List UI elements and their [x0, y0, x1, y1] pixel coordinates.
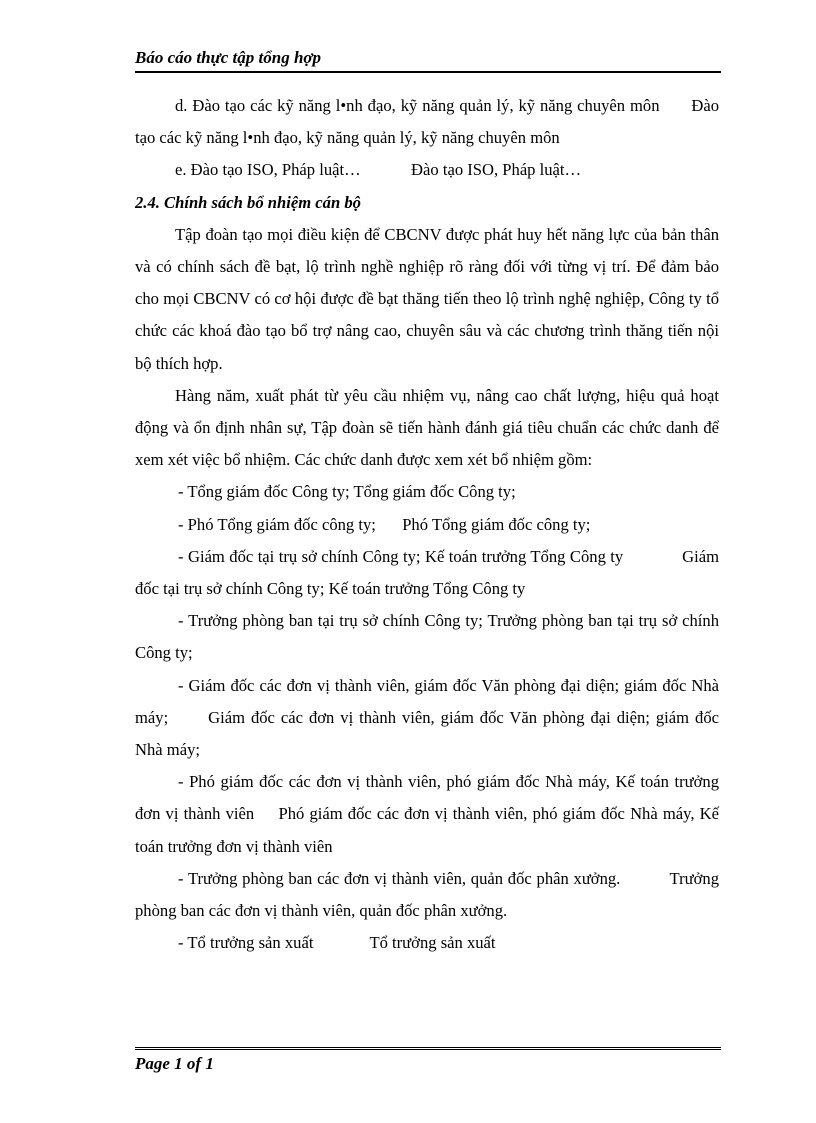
- position-text: - Phó giám đốc các đơn vị thành viên, phó giám đốc Nhà máy, Kế toán trưởng đơn vị thành viên: [135, 772, 719, 824]
- position-repeat: Trưởng phòng ban tại trụ sở chính Công ty;: [135, 611, 719, 663]
- list-item-e-text: e. Đào tạo ISO, Pháp luật…: [175, 160, 361, 180]
- position-item: [135, 605, 719, 669]
- position-item: [135, 476, 719, 508]
- list-item-d: [135, 90, 719, 154]
- position-text: - Giám đốc tại trụ sở chính Công ty; Kế toán trưởng Tổng Công ty: [178, 546, 624, 566]
- position-item: [135, 766, 719, 863]
- list-item-e: [135, 154, 719, 186]
- page-footer: [135, 1054, 214, 1074]
- header-title: Báo cáo thực tập tổng hợp: [135, 48, 322, 67]
- page-number: Page 1 of 1: [135, 1054, 214, 1073]
- position-item: [135, 927, 719, 959]
- position-item: [135, 509, 719, 541]
- position-repeat: Tổng giám đốc Công ty;: [353, 482, 516, 502]
- document-body: [135, 90, 719, 959]
- position-text: - Phó Tổng giám đốc công ty;: [178, 514, 376, 534]
- position-item: [135, 541, 719, 605]
- section-heading: 2.4. Chính sách bổ nhiệm cán bộ: [135, 192, 361, 212]
- list-item-e-repeat: Đào tạo ISO, Pháp luật…: [411, 160, 582, 180]
- footer-divider: [135, 1047, 721, 1050]
- list-item-d-text: d. Đào tạo các kỹ năng l•nh đạo, kỹ năng quản lý, kỹ năng chuyên môn: [175, 96, 660, 115]
- position-text: - Tổ trưởng sản xuất: [178, 933, 314, 953]
- position-repeat: Phó giám đốc các đơn vị thành viên, phó giám đốc Nhà máy, Kế toán trưởng đơn vị thành viên: [135, 804, 720, 856]
- position-repeat: Phó Tổng giám đốc công ty;: [402, 514, 591, 534]
- position-text: - Trưởng phòng ban các đơn vị thành viên, quản đốc phân xưởng.: [178, 868, 621, 888]
- page-header: [135, 48, 721, 73]
- position-item: [135, 670, 719, 767]
- position-repeat: Giám đốc các đơn vị thành viên, giám đốc Văn phòng đại diện; giám đốc Nhà máy;: [135, 707, 719, 760]
- position-text: - Trưởng phòng ban tại trụ sở chính Công ty;: [178, 611, 483, 631]
- position-text: - Tổng giám đốc Công ty;: [178, 482, 350, 502]
- paragraph-2: Hàng năm, xuất phát từ yêu cầu nhiệm vụ, nâng cao chất lượng, hiệu quả hoạt động và ổn định nhân sự, Tập đoàn sẽ tiến hành đánh giá tiêu chuẩn các chức danh để xem xét việc bổ nhiệm. Các chức danh được xem xét bổ nhiệm gồm:: [135, 385, 719, 470]
- position-repeat: Tổ trưởng sản xuất: [369, 933, 496, 953]
- position-text: - Giám đốc các đơn vị thành viên, giám đốc Văn phòng đại diện; giám đốc Nhà máy;: [135, 675, 719, 727]
- paragraph-1: Tập đoàn tạo mọi điều kiện để CBCNV được phát huy hết năng lực của bản thân và có chính sách đề bạt, lộ trình nghề nghiệp rõ ràng đối với từng vị trí. Để đảm bảo cho mọi CBCNV có cơ hội được đề bạt thăng tiến theo lộ trình nghệ nghiệp, Công ty tổ chức các khoá đào tạo bổ trợ nâng cao, chuyên sâu và các chương trình thăng tiến nội bộ thích hợp.: [135, 224, 719, 373]
- position-item: [135, 863, 719, 927]
- position-repeat: Trưởng phòng ban các đơn vị thành viên, quản đốc phân xưởng.: [135, 868, 719, 921]
- list-item-d-repeat: Đào tạo các kỹ năng l•nh đạo, kỹ năng quản lý, kỹ năng chuyên môn: [135, 96, 719, 148]
- position-repeat: Giám đốc tại trụ sở chính Công ty; Kế toán trưởng Tổng Công ty: [135, 546, 719, 599]
